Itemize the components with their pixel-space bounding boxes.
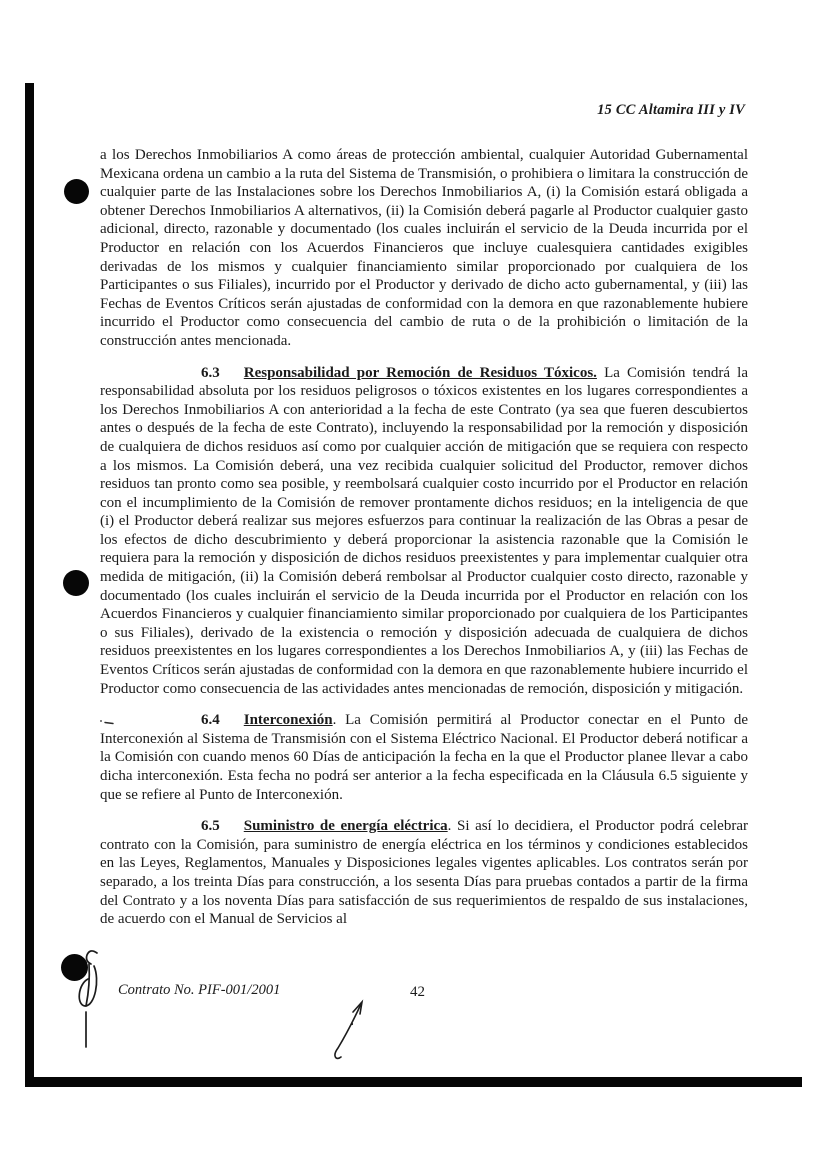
pen-scribble-center: [335, 1002, 362, 1058]
scan-edge-bottom: [25, 1077, 802, 1087]
page-number: 42: [410, 984, 425, 1000]
scan-edge-left: [25, 83, 34, 1086]
section-text: La Comisión tendrá la responsabilidad absoluta por los residuos peligrosos o tóxicos existentes en los lugares correspondientes a los Derechos Inmobiliarios A con anterioridad a la fecha de este Contrato (ya sea que fueren descubiertos antes o después de la fecha de este Contrato), incluyendo la responsabilidad por la remoción y disposición de cualquiera de dichos residuos así como por cualquier acción de mitigación que se requiera con respecto a los mismos. La Comisión deberá, una vez recibida cualquier solicitud del Productor, remover dichos residuos tan pronto como sea posible, y reembolsará cualquier costo incurrido por el Productor en relación con el incumplimiento de la Comisión de remover prontamente dichos residuos; en la inteligencia de que (i) el Productor deberá realizar sus mejores esfuerzos para continuar la realización de las Obras a pesar de los efectos de dicho descubrimiento y deberá proporcionar la asistencia razonable que la Comisión le requiera para la remoción y disposición de dichos residuos preexistentes y para implementar cualquier otra medida de mitigación, (ii) la Comisión deberá rembolsar al Productor cualquier costo directo, razonable y documentado (los cuales incluirán el servicio de la Deuda incurrida por el Productor en relación con los Acuerdos Financieros y cualquier financiamiento similar proporcionado por cualquiera de los Participantes o sus Filiales), derivado de la existencia o remoción y disposición adecuada de cualquiera de dichos residuos preexistentes en los lugares correspondientes a los Derechos Inmobiliarios A, y (iii) las Fechas de Eventos Críticos serán ajustadas de conformidad con la demora en que razonablemente hubiere incurrido el Productor como consecuencia de las actividades antes mencionadas de remoción, disposición y mitigación.: [100, 364, 748, 697]
section-number: 6.3: [201, 364, 220, 381]
section-title: Suministro de energía eléctrica: [243, 818, 448, 835]
section-6-4: [100, 711, 748, 804]
hole-punch-icon: [64, 179, 89, 204]
page-footer: [0, 982, 828, 1004]
section-number: 6.4: [201, 712, 220, 729]
section-title: Interconexión: [243, 712, 333, 729]
section-6-3: [100, 364, 748, 699]
section-text: . Si así lo decidiera, el Productor podrá celebrar contrato con la Comisión, para suministro de energía eléctrica en los términos y condiciones establecidos en las Leyes, Reglamentos, Manuales y Disposiciones legales vigentes aplicables. Los contratos serán por separado, a los treinta Días para construcción, a los sesenta Días para pruebas contados a partir de la firma del Contrato y a los noventa Días para satisfacción de sus requerimientos de respaldo de sus instalaciones, de acuerdo con el Manual de Servicios al: [100, 818, 748, 928]
hole-punch-icon: [63, 570, 89, 596]
hole-punch-icon: [61, 954, 88, 981]
section-6-5: [100, 817, 748, 929]
contract-body: [100, 146, 748, 929]
section-text: . La Comisión permitirá al Productor conectar en el Punto de Interconexión al Sistema de Transmisión con el Sistema Eléctrico Nacional. El Productor deberá notificar a la Comisión con cuando menos 60 Días de anticipación la fecha en la que el Productor planee llevar a cabo dicha interconexión. Esta fecha no podrá ser anterior a la fecha especificada en la Cláusula 6.5 siguiente y que se refiere al Punto de Interconexión.: [100, 712, 748, 803]
contract-number: Contrato No. PIF-001/2001: [118, 982, 281, 998]
document-header-tag: 15 CC Altamira III y IV: [597, 102, 745, 118]
section-title: Responsabilidad por Remoción de Residuos Tóxicos.: [243, 364, 597, 381]
paragraph-continuation: a los Derechos Inmobiliarios A como áreas de protección ambiental, cualquier Autoridad Gubernamental Mexicana ordena un cambio a la ruta del Sistema de Transmisión, o prohibiera o limitara la construcción de cualquier parte de las Instalaciones sobre los Derechos Inmobiliarios A, (i) la Comisión estará obligada a obtener Derechos Inmobiliarios A alternativos, (ii) la Comisión deberá pagarle al Productor cualquier gasto adicional, directo, razonable y documentado (los cuales incluirán el servicio de la Deuda incurrida por el Productor en relación con los Acuerdos Financieros que incluye cualesquiera cantidades exigibles derivadas de los mismos y cualquier financiamiento similar proporcionado por cualquiera de los Participantes o sus Filiales), incurrido por el Productor y derivado de dicho acto gubernamental, y (iii) las Fechas de Eventos Críticos serán ajustadas de conformidad con la demora en que razonablemente hubiere incurrido el Productor como consecuencia del cambio de ruta o de la prohibición o limitación de la construcción antes mencionada.: [100, 147, 748, 349]
section-number: 6.5: [201, 818, 220, 835]
